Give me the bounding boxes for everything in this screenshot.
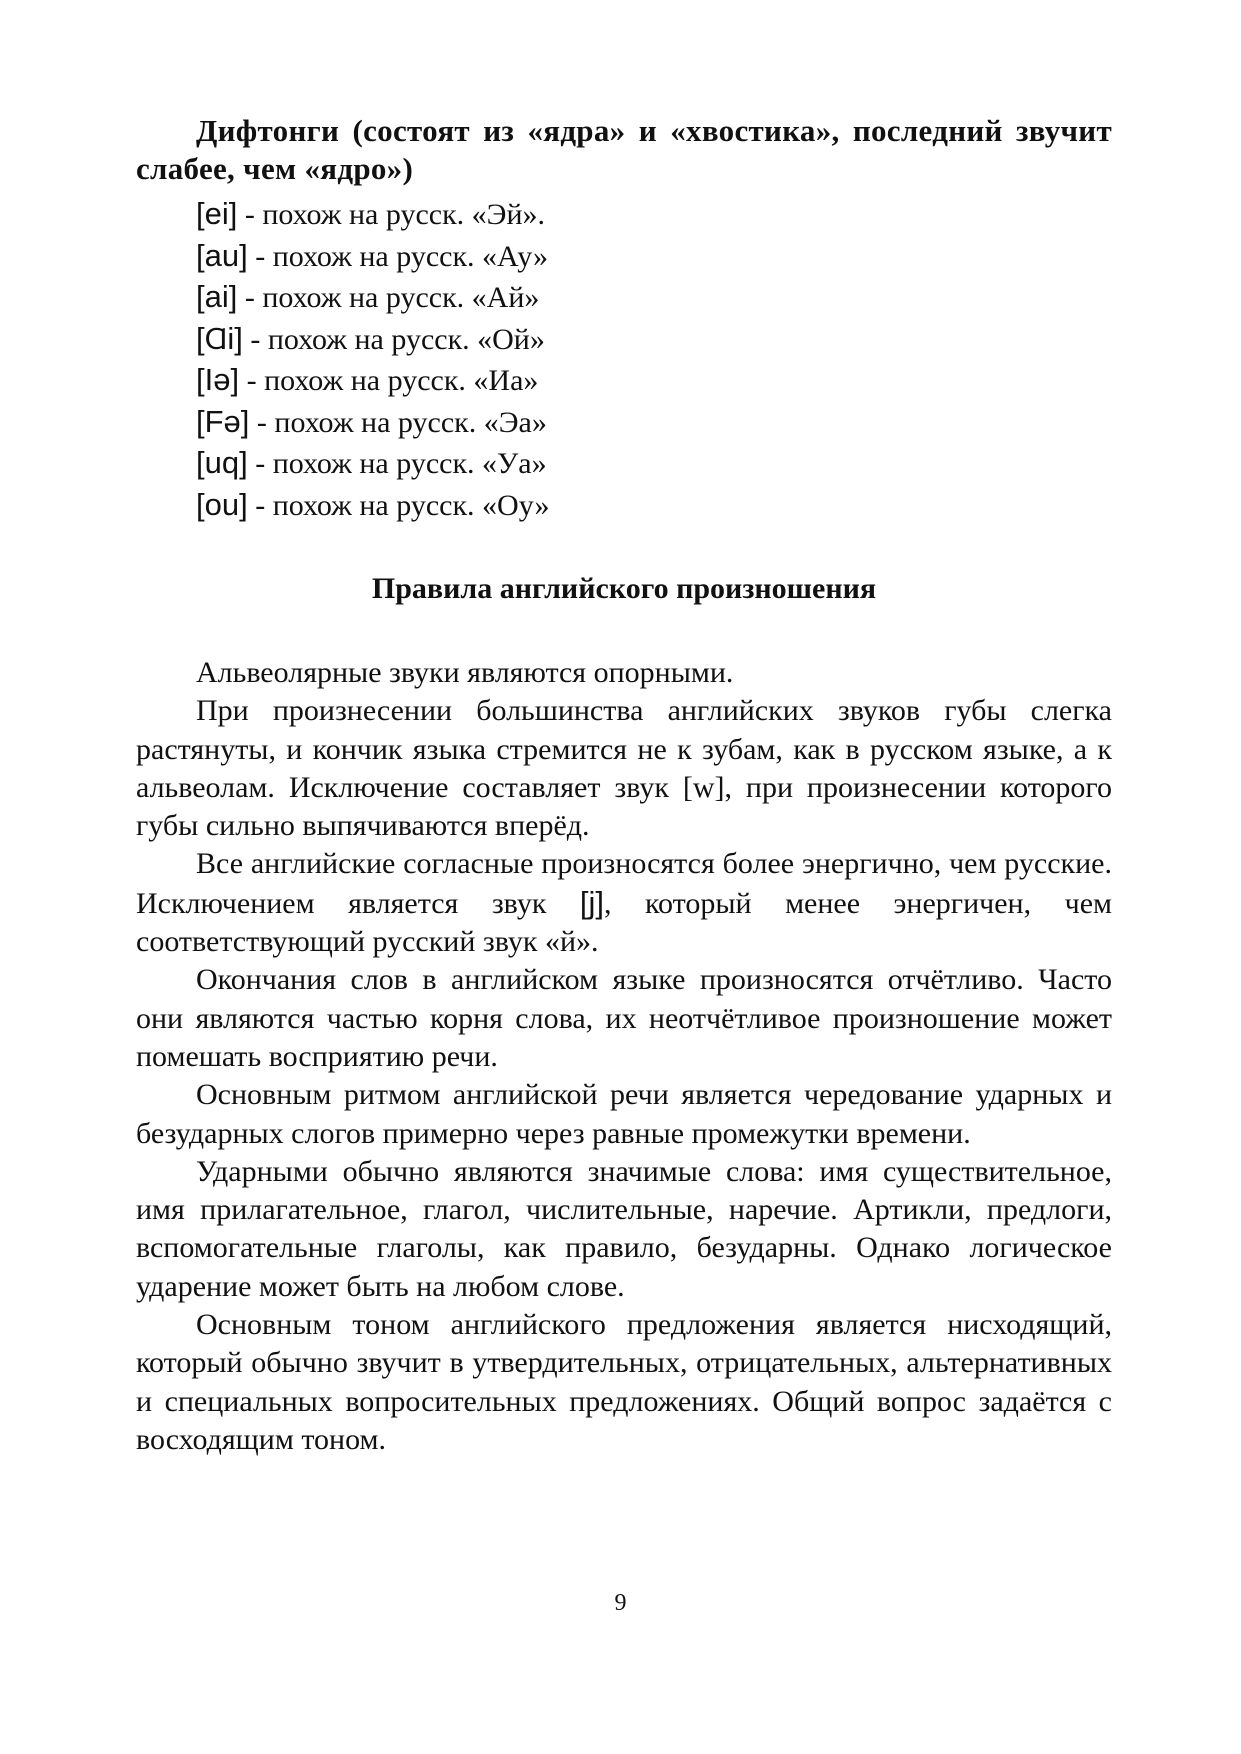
diphthong-description: - похож на русск. «Ой» — [242, 322, 545, 356]
diphthong-description: - похож на русск. «Иа» — [239, 364, 539, 397]
paragraph: Альвеолярные звуки являются опорными. — [196, 656, 734, 689]
diphthong-description: - похож на русск. «Эа» — [249, 405, 547, 439]
paragraph: Основным тоном английского предложения является нисходящий, который обычно звучит в утвердительных, отрицательных, альтернативных и специальных вопросительных предложениях. Общий вопрос задаётся с восходящим тоном. — [136, 1308, 1112, 1456]
paragraph-text-start: Все английские согласные произносятся более энергично, чем русские. Исключением является звук — [136, 847, 1112, 920]
paragraph — [136, 845, 1112, 961]
diphthong-description: - похож на русск. «Эй». — [237, 198, 546, 231]
diphthong-item — [196, 485, 1112, 527]
diphthong-item — [196, 360, 1112, 402]
diphthong-item — [196, 443, 1112, 485]
diphthong-item — [196, 236, 1112, 278]
diphthong-item — [196, 319, 1112, 361]
phonetic-symbol: [j] — [579, 884, 605, 920]
paragraph: При произнесении большинства английских звуков губы слегка растянуты, и кончик языка стремится не к зубам, как в русском языке, а к альвеолам. Исключение составляет звук [w], при произнесении которого губы сильно выпячиваются вперёд. — [136, 694, 1112, 843]
paragraph: Окончания слов в английском языке произносятся отчётливо. Часто они являются частью корня слова, их неотчётливое произношение может помешать восприятию речи. — [136, 963, 1112, 1073]
paragraph-text-end: , который менее энергичен, чем соответствующий русский звук «й». — [136, 886, 1112, 959]
diphthong-symbol: [ei] — [196, 196, 238, 231]
diphthong-description: - похож на русск. «Ай» — [237, 281, 540, 314]
diphthong-item — [196, 277, 1112, 319]
diphthong-symbol: [ou] — [196, 486, 248, 522]
page-content — [136, 112, 1112, 1459]
diphthong-symbol: [ai] — [196, 279, 238, 314]
diphthong-symbol: [uq] — [196, 445, 248, 480]
section-title: Правила английского произношения — [371, 572, 877, 605]
diphthong-item — [196, 402, 1112, 444]
body-text — [136, 654, 1112, 1459]
diphthong-symbol: [Ɑi] — [196, 320, 243, 356]
paragraph: Основным ритмом английской речи является чередование ударных и безударных слогов примерно через равные промежутки времени. — [136, 1078, 1112, 1150]
diphthong-symbol: [au] — [196, 237, 248, 273]
diphthongs-heading: Дифтонги (состоят из «ядра» и «хвостика», последний звучит слабее, чем «ядро») — [136, 113, 1112, 186]
diphthong-item — [196, 194, 1112, 236]
page-number: 9 — [614, 1590, 627, 1616]
diphthong-symbol: [Iə] — [196, 362, 240, 397]
diphthong-list — [136, 194, 1112, 526]
diphthong-symbol: [Fə] — [196, 403, 250, 439]
paragraph: Ударными обычно являются значимые слова: имя существительное, имя прилагательное, глагол, числительные, наречие. Артикли, предлоги, вспомогательные глаголы, как правило, безударны. Однако логическое ударение может быть на любом слове. — [136, 1154, 1112, 1303]
diphthong-description: - похож на русск. «Уа» — [247, 447, 547, 480]
diphthong-description: - похож на русск. «Оу» — [247, 488, 550, 522]
diphthong-description: - похож на русск. «Ау» — [247, 239, 548, 273]
